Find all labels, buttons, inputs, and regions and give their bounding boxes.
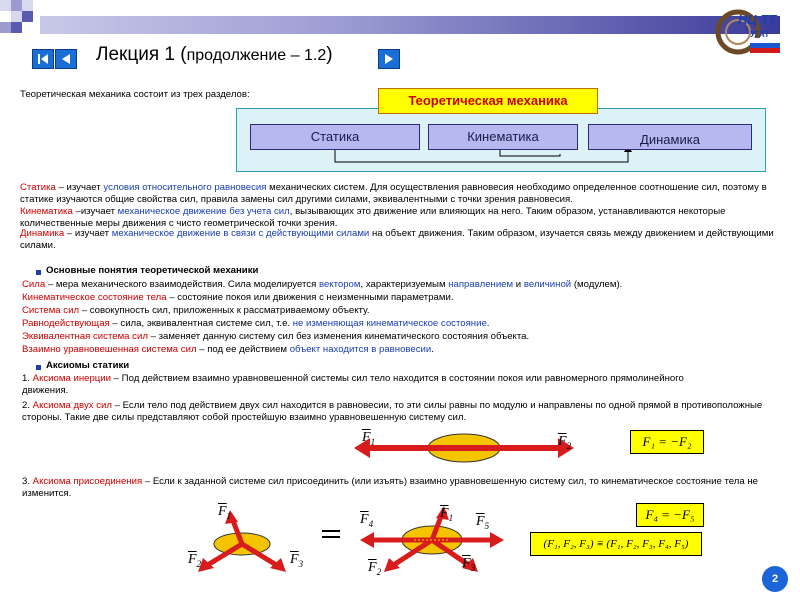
axiom-inertia: 1. Аксиома инерции – Под действием взаимно уравновешенной системы сил тело находится в состоянии покоя или равномерного прямолинейного движения. xyxy=(22,373,684,396)
force-label-f3: $\overline{F}_3$ xyxy=(462,556,476,573)
bullet xyxy=(36,365,41,370)
page-title: Лекция 1 (продолжение – 1.2) xyxy=(96,44,333,65)
concept-force-system: Система сил – совокупность сил, приложенных к рассматриваемому объекту. xyxy=(22,305,370,316)
branch-statics: Статика xyxy=(250,124,420,150)
force-label-f3: $\overline{F}_3$ xyxy=(290,552,304,569)
concept-force: Сила – мера механического взаимодействия. Сила моделируется вектором, характеризуемым направлением и величиной (модулем). xyxy=(22,279,623,290)
force-label-f1: $\overline{F}_1$ xyxy=(440,506,454,523)
concept-balanced-system: Взаимно уравновешенная система сил – под ее действием объект находится в равновесии. xyxy=(22,344,434,355)
formula-addition: (F₁, F₂, F₃) ≡ (F₁, F₂, F₃, F₄, F₅) xyxy=(530,532,702,556)
concept-resultant: Равнодействующая – сила, эквивалентная системе сил, т.е. не изменяющая кинематическое состояние. xyxy=(22,318,490,329)
force-label-f2: $\overline{F}_2$ xyxy=(368,560,382,577)
axioms-heading: Аксиомы статики xyxy=(46,360,130,371)
force-label-f2: $\overline{F}_2$ xyxy=(188,552,202,569)
force-label-f1: $\overline{F}_1$ xyxy=(362,430,376,447)
force-label-f4: $\overline{F}_4$ xyxy=(360,512,374,529)
formula-four-five: F₄ = −F₅ xyxy=(636,503,704,527)
concept-equivalent-system: Эквивалентная система сил – заменяет данную систему сил без изменения кинематического состояния объекта. xyxy=(22,331,530,342)
two-forces-figure xyxy=(340,428,590,468)
concept-kinematic-state: Кинематическое состояние тела – состояние покоя или движения с неизменными параметрами. xyxy=(22,292,454,303)
dynamics-paragraph: Динамика – изучает механическое движение в связи с действующими силами на объект движения. Таким образом, изучается связь между движением и действующими силами. xyxy=(20,228,774,251)
three-forces-figure xyxy=(180,508,320,588)
axiom-addition: 3. Аксиома присоединения – Если к заданной системе сил присоединить (или изъять) взаимно уравновешенную систему сил, то кинематическое состояние тела не изменится. xyxy=(22,476,758,499)
kinematics-paragraph: Кинематика –изучает механическое движение без учета сил, вызывающих это движение или влияющих на него. Таким образом, устанавливаются некоторые количественные меры движения с чисто геометрической точки зрения. xyxy=(20,206,726,229)
page-number: 2 xyxy=(762,566,788,592)
branch-dynamics: Динамика xyxy=(588,124,752,150)
branch-kinematics: Кинематика xyxy=(428,124,578,150)
formula-two-forces: F₁ = −F₂ xyxy=(630,430,704,454)
axiom-two-forces: 2. Аксиома двух сил – Если тело под действием двух сил находится в равновесии, то эти силы равны по модулю и направлены по одной прямой в противоположные стороны. Такие две силы представляют собой простейшую взаимно уравновешенную систему сил. xyxy=(22,400,763,423)
force-label-f1: $\overline{F}_1$ xyxy=(218,504,232,521)
equals-sign xyxy=(322,530,340,538)
concepts-heading: Основные понятия теоретической механики xyxy=(46,265,259,276)
intro-text: Теоретическая механика состоит из трех разделов: xyxy=(20,89,250,100)
force-label-f2: $\overline{F}_2$ xyxy=(558,434,572,451)
force-label-f5: $\overline{F}_5$ xyxy=(476,514,490,531)
logo: НЦ ТТ УГАТ xyxy=(714,6,784,56)
diagram-root: Теоретическая механика xyxy=(378,88,598,114)
statics-paragraph: Статика – изучает условия относительного равновесия механических систем. Для осуществления равновесия необходимо определенное соотношение сил, поэтому в статике изучаются общие свойства сил, правила замены сил другими силами, эквивалентными с точки зрения равновесия. xyxy=(20,182,767,205)
bullet xyxy=(36,270,41,275)
